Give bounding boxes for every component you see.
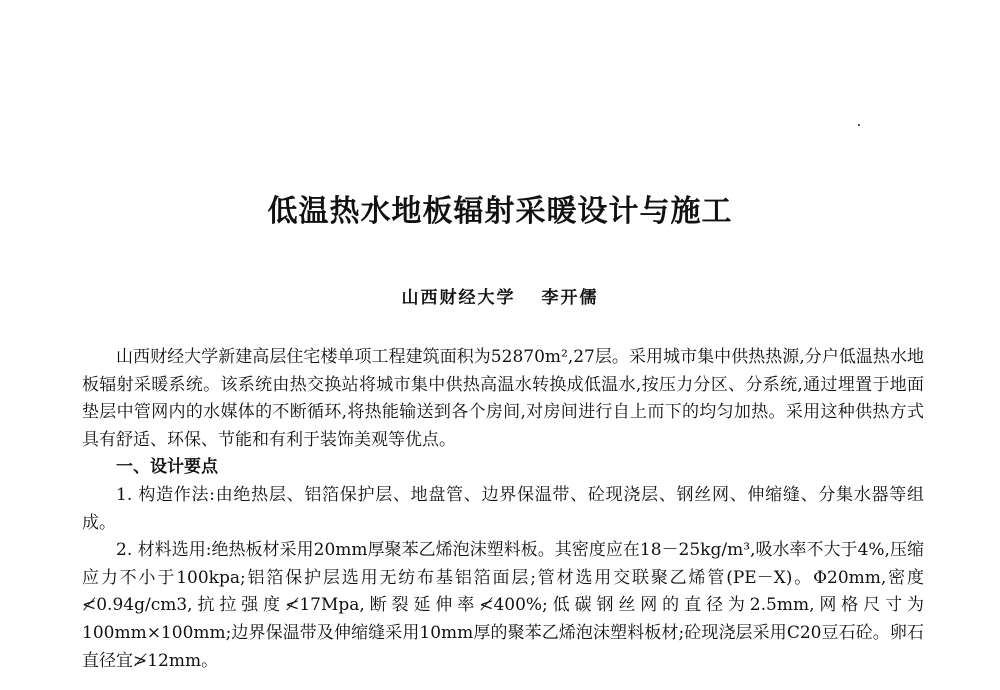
author-name: 李开儒 xyxy=(541,288,599,308)
article-body xyxy=(82,344,924,675)
author-affiliation: 山西财经大学 xyxy=(401,288,516,308)
article-title: 低温热水地板辐射采暖设计与施工 xyxy=(267,194,733,229)
intro-paragraph: 山西财经大学新建高层住宅楼单项工程建筑面积为52870m²,27层。采用城市集中供热热源,分户低温热水地板辐射采暖系统。该系统由热交换站将城市集中供热高温水转换成低温水,按压力分区、分系统,通过埋置于地面垫层中管网内的水媒体的不断循环,将热能输送到各个房间,对房间进行自上而下的均匀加热。采用这种供热方式具有舒适、环保、节能和有利于装饰美观等优点。 xyxy=(82,347,924,450)
byline xyxy=(0,283,1000,308)
design-point-2: 2. 材料选用:绝热板材采用20mm厚聚苯乙烯泡沫塑料板。其密度应在18－25kg/m³,吸水率不大于4%,压缩应力不小于100kpa;铝箔保护层选用无纺布基铝箔面层;管材选用交联聚乙烯管(PE－X)。Φ20mm,密度≮0.94g/cm3,抗拉强度≮17Mpa,断裂延伸率≮400%;低碳钢丝网的直径为2.5mm,网格尺寸为100mm×100mm;边界保温带及伸缩缝采用10mm厚的聚苯乙烯泡沫塑料板材;砼现浇层采用C20豆石砼。卵石直径宜≯12mm。 xyxy=(82,540,924,671)
section-heading: 一、设计要点 xyxy=(116,457,218,478)
design-point-1: 1. 构造作法:由绝热层、铝箔保护层、地盘管、边界保温带、砼现浇层、钢丝网、伸缩缝、分集水器等组成。 xyxy=(82,484,924,533)
scan-speck xyxy=(858,124,860,126)
